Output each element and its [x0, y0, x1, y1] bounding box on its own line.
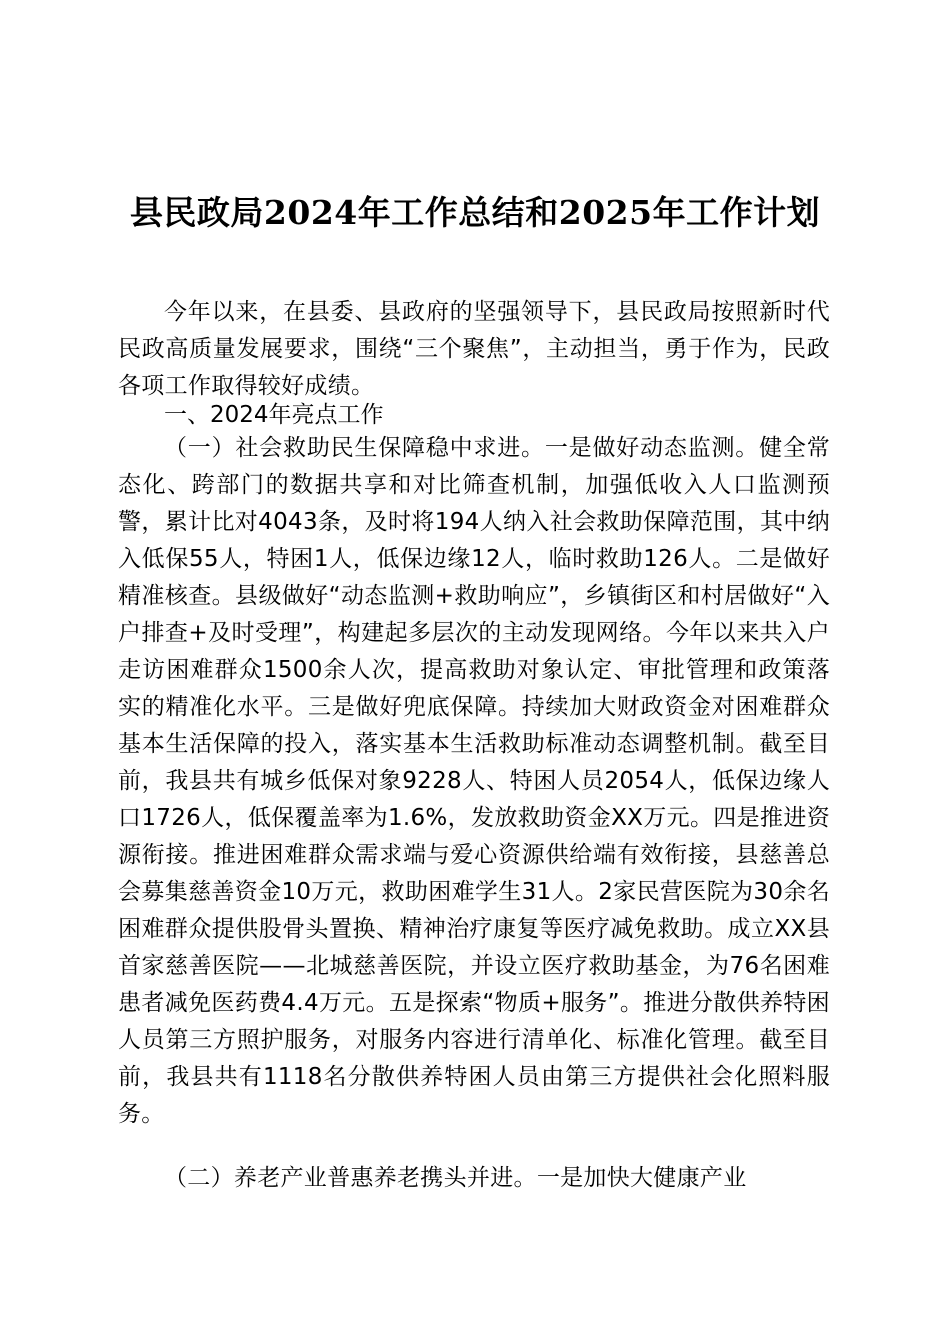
paragraph-social-assistance [118, 430, 830, 1133]
paragraph-subtitle: （二）养老产业普惠养老携头并进。 [164, 1165, 537, 1191]
paragraph-body: 一是做好动态监测。健全常态化、跨部门的数据共享和对比筛查机制，加强低收入人口监测预警，累计比对4043条，及时将194人纳入社会救助保障范围，其中纳入低保55人，特困1人，低保边缘12人，临时救助126人。二是做好精准核查。县级做好“动态监测+救助响应”，乡镇街区和村居做好“入户排查+及时受理”，构建起多层次的主动发现网络。今年以来共入户走访困难群众1500余人次，提高救助对象认定、审批管理和政策落实的精准化水平。三是做好兜底保障。持续加大财政资金对困难群众基本生活保障的投入，落实基本生活救助标准动态调整机制。截至目前，我县共有城乡低保对象9228人、特困人员2054人，低保边缘人口1726人，低保覆盖率为1.6%，发放救助资金XX万元。四是推进资源衔接。推进困难群众需求端与爱心资源供给端有效衔接，县慈善总会募集慈善资金10万元，救助困难学生31人。2家民营医院为30余名困难群众提供股骨头置换、精神治疗康复等医疗减免救助。成立XX县首家慈善医院——北城慈善医院，并设立医疗救助基金，为76名困难患者减免医药费4.4万元。五是探索“物质+服务”。推进分散供养特困人员第三方照护服务，对服务内容进行清单化、标准化管理。截至目前，我县共有1118名分散供养特困人员由第三方提供社会化照料服务。 [118, 435, 830, 1127]
paragraph-body: 一是加快大健康产业 [536, 1165, 747, 1191]
paragraph-elderly-care [118, 1160, 830, 1197]
intro-paragraph: 今年以来，在县委、县政府的坚强领导下，县民政局按照新时代民政高质量发展要求，围绕“三个聚焦”，主动担当，勇于作为，民政各项工作取得较好成绩。 [118, 299, 830, 399]
section-heading: 一、2024年亮点工作 [164, 402, 384, 428]
document-title: 县民政局2024年工作总结和2025年工作计划 [129, 193, 821, 232]
paragraph-subtitle: （一）社会救助民生保障稳中求进。 [164, 435, 545, 461]
